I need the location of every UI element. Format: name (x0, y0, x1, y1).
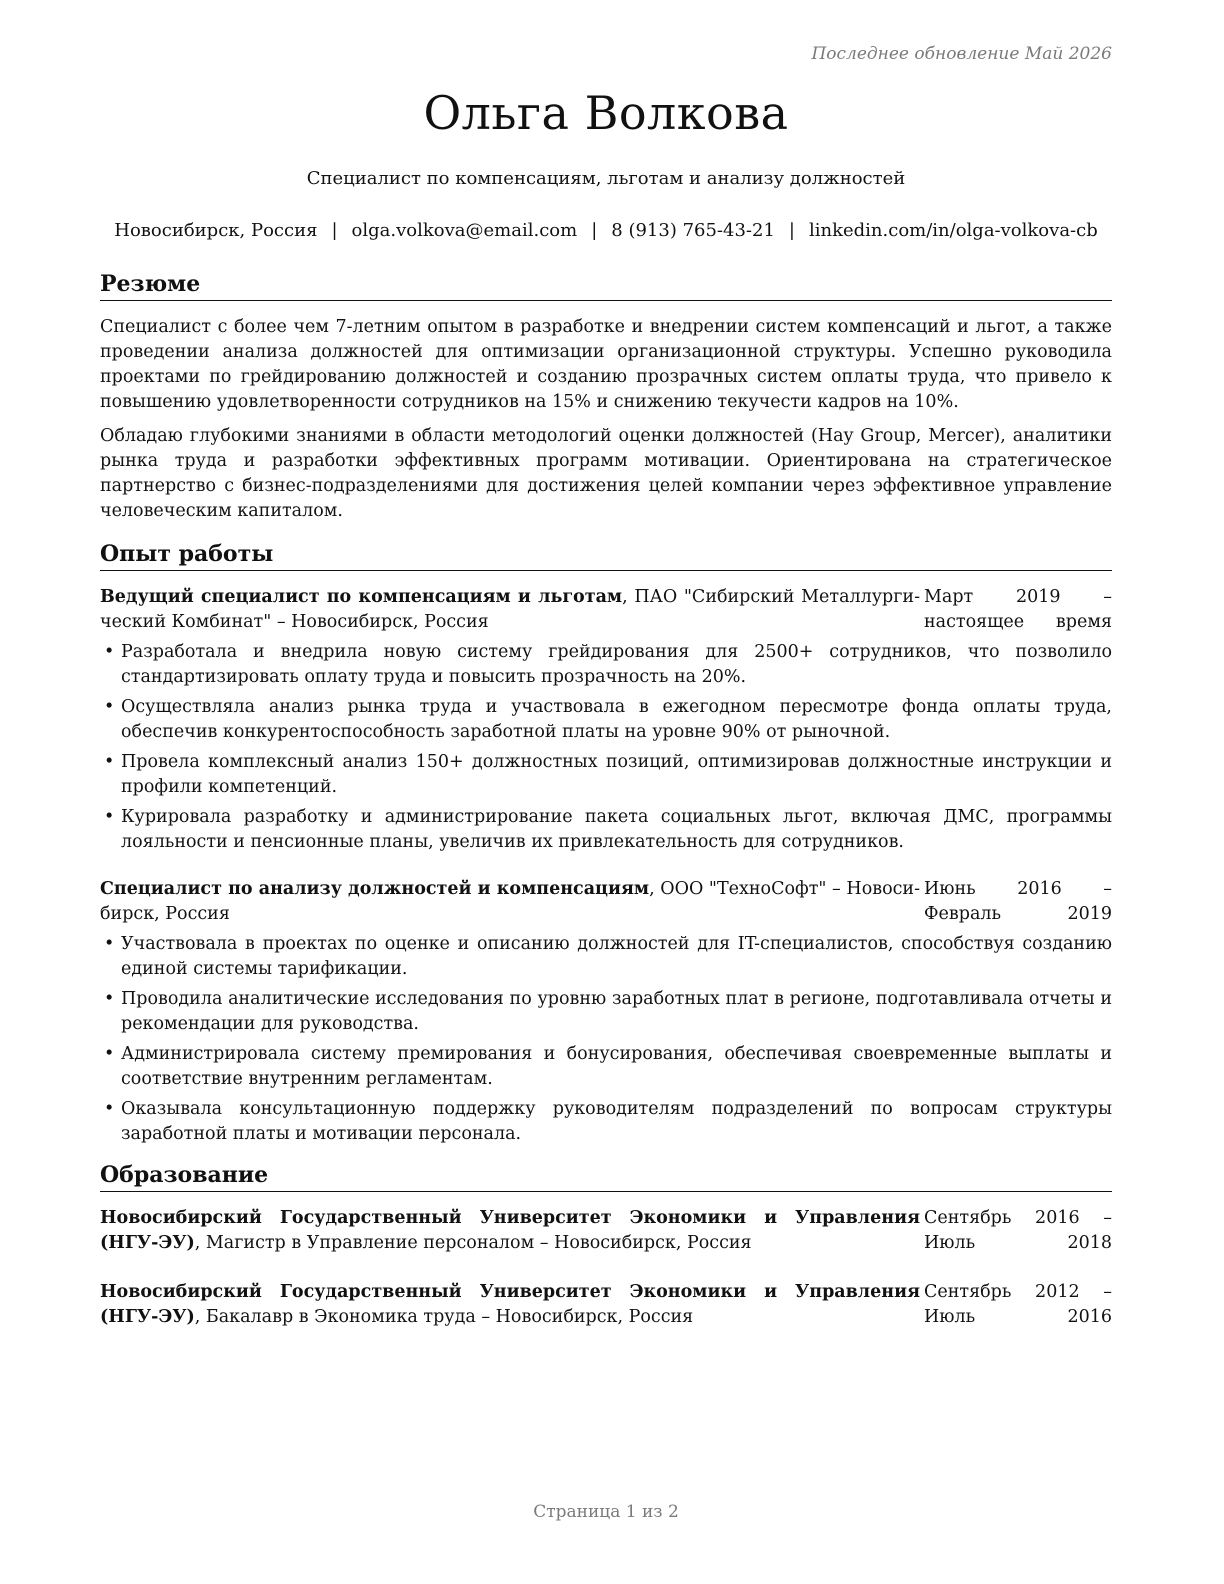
education-section (100, 1161, 1112, 1330)
school-name: Новосибирский Государственный Университет Экономики и Управления (НГУ-ЭУ) (100, 1282, 920, 1327)
summary-section (100, 270, 1112, 524)
list-item: • Участвовала в проектах по оценке и описанию должностей для IT-специалистов, способствуя созданию единой системы тарификации. (104, 934, 1112, 979)
contact-line (100, 220, 1112, 241)
education-dates: Сентябрь 2016 – Июль 2018 (924, 1208, 1112, 1253)
separator: | (331, 220, 338, 241)
job-bullets (100, 932, 1112, 1147)
list-item: • Курировала разработку и администрирование пакета социальных льгот, включая ДМС, программы лояльности и пенсионные планы, увеличив их привлекательность для сотрудников. (104, 807, 1112, 852)
separator: | (788, 220, 795, 241)
contact-linkedin[interactable]: linkedin.com/in/olga-volkova-cb (808, 220, 1098, 241)
list-item: • Разработала и внедрила новую систему грейдирования для 2500+ сотрудников, что позволило стандартизировать оплату труда и повысить прозрачность на 20%. (104, 642, 1112, 687)
list-item: • Администрировала систему премирования и бонусирования, обеспечивая своевременные выплаты и соответствие внутренним регламентам. (104, 1044, 1112, 1089)
degree: , Бакалавр в Экономика труда – Новосибирск, Россия (194, 1307, 694, 1327)
job-org: , ООО "ТехноСофт" – Новоси-бирск, Россия (100, 879, 920, 924)
job-dates: Март 2019 – настоящее время (924, 587, 1112, 632)
job-entry (100, 585, 1112, 855)
job-dates: Июнь 2016 – Февраль 2019 (924, 879, 1112, 924)
education-entry (100, 1206, 1112, 1256)
contact-phone[interactable]: 8 (913) 765-43-21 (611, 220, 775, 241)
education-dates: Сентябрь 2012 – Июль 2016 (924, 1282, 1112, 1327)
summary-paragraph: Специалист с более чем 7-летним опытом в разработке и внедрении систем компенсаций и льгот, а также проведении анализа должностей для оптимизации организационной структуры. Успешно руководила проектами по грейдированию должностей и созданию прозрачных систем оплаты труда, что привело к повышению удовлетворенности сотрудников на 15% и снижению текучести кадров на 10%. (100, 317, 1112, 412)
contact-city: Новосибирск, Россия (114, 220, 318, 241)
page-number: Страница 1 из 2 (533, 1502, 679, 1522)
list-item: • Провела комплексный анализ 150+ должностных позиций, оптимизировав должностные инструкции и профили компетенций. (104, 752, 1112, 797)
job-header (100, 877, 1112, 927)
separator: | (591, 220, 598, 241)
contact-email[interactable]: olga.volkova@email.com (351, 220, 578, 241)
section-title-summary: Резюме (100, 270, 1112, 301)
list-item: • Проводила аналитические исследования по уровню заработных плат в регионе, подготавливала отчеты и рекомендации для руководства. (104, 989, 1112, 1034)
education-entry (100, 1280, 1112, 1330)
job-org: , ПАО "Сибирский Металлурги-ческий Комбинат" – Новосибирск, Россия (100, 587, 920, 632)
summary-paragraph: Обладаю глубокими знаниями в области методологий оценки должностей (Hay Group, Mercer), аналитики рынка труда и разработки эффективных программ мотивации. Ориентирована на стратегическое партнерство с бизнес-подразделениями для достижения целей компании через эффективное управление человеческим капиталом. (100, 426, 1112, 521)
candidate-name: Ольга Волкова (423, 86, 789, 140)
job-entry (100, 877, 1112, 1147)
section-title-experience: Опыт работы (100, 540, 1112, 571)
degree: , Магистр в Управление персоналом – Новосибирск, Россия (194, 1233, 752, 1253)
last-updated: Последнее обновление Май 2026 (811, 44, 1112, 64)
list-item: • Оказывала консультационную поддержку руководителям подразделений по вопросам структуры заработной платы и мотивации персонала. (104, 1099, 1112, 1144)
resume-page (100, 0, 1112, 1584)
job-bullets (100, 640, 1112, 855)
list-item: • Осуществляла анализ рынка труда и участвовала в ежегодном пересмотре фонда оплаты труда, обеспечив конкурентоспособность заработной платы на уровне 90% от рыночной. (104, 697, 1112, 742)
job-role: Специалист по анализу должностей и компенсациям (100, 879, 650, 899)
section-title-education: Образование (100, 1161, 1112, 1192)
experience-section (100, 540, 1112, 1147)
job-role: Ведущий специалист по компенсациям и льготам (100, 587, 623, 607)
candidate-title: Специалист по компенсациям, льготам и анализу должностей (306, 168, 906, 189)
job-header (100, 585, 1112, 635)
school-name: Новосибирский Государственный Университет Экономики и Управления (НГУ-ЭУ) (100, 1208, 920, 1253)
